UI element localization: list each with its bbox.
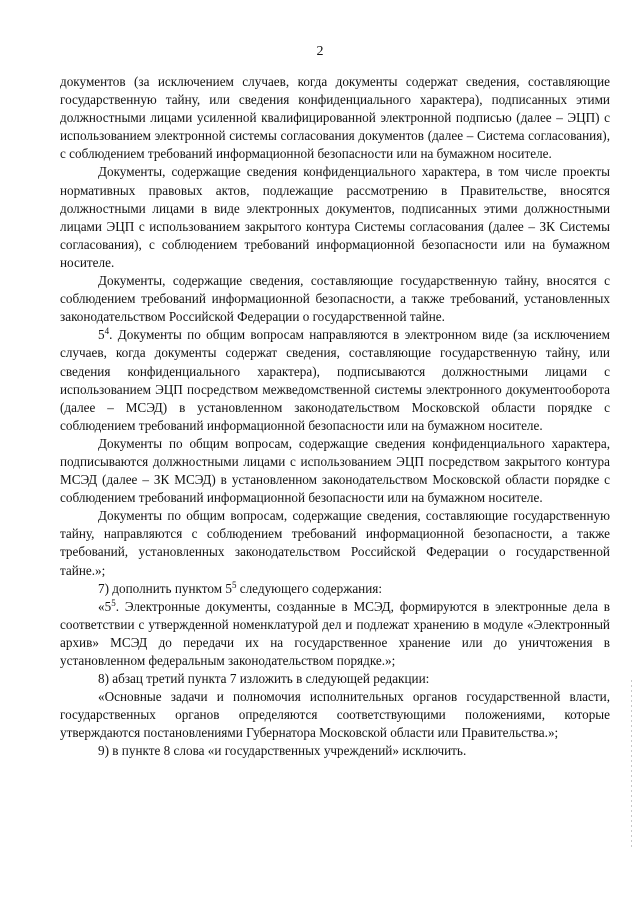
amendment-text: 7) дополнить пунктом 5 <box>98 580 232 596</box>
paragraph-amendment-7 <box>60 580 610 598</box>
point-superscript: 5 <box>111 597 116 608</box>
point-text: . Документы по общим вопросам направляются в электронном виде (за исключением случаев, когда документы содержат сведения, составляющие государственную тайну, или сведения конфиденциального характера), подписываются должностными лицами с использованием ЭЦП посредством межведомственной системы электронного документооборота (далее – МСЭД) в установленном законодательством Московской области порядке с соблюдением требований информационной безопасности или на бумажном носителе. <box>60 327 610 433</box>
paragraph-point-5-4 <box>60 326 610 435</box>
point-text: . Электронные документы, созданные в МСЭД, формируются в электронные дела в соответствии с утвержденной номенклатурой дел и подлежат хранению в модуле «Электронный архив» МСЭД до передачи их на государственное хранение или до уничтожения в установленном федеральным законодательством порядке.»; <box>60 598 610 668</box>
point-number: 5 <box>98 327 105 343</box>
amendment-superscript: 5 <box>231 579 237 590</box>
paragraph-continuation: документов (за исключением случаев, когда документы содержат сведения, составляющие государственную тайну, или сведения конфиденциального характера), подписанных этими должностными лицами усиленной квалифицированной электронной подписью (далее – ЭЦП) с использованием электронной системы согласования документов (далее – Система согласования), с соблюдением требований информационной безопасности или на бумажном носителе. <box>60 74 610 162</box>
point-superscript: 4 <box>104 326 110 337</box>
amendment-text-end: следующего содержания: <box>236 580 383 596</box>
paragraph-point-5-5 <box>60 598 610 670</box>
document-body <box>60 73 610 761</box>
paragraph-amendment-8: 8) абзац третий пункта 7 изложить в следующей редакции: <box>98 671 430 687</box>
paragraph-new-wording: «Основные задачи и полномочия исполнительных органов государственной власти, государственных органов определяются соответствующими положениями, которые утверждаются постановлениями Губернатора Московской области или Правительства.»; <box>60 689 610 741</box>
paragraph-general-state-secret: Документы по общим вопросам, содержащие сведения, составляющие государственную тайну, направляются с соблюдением требований информационной безопасности, а также требований, установленных законодательством Российской Федерации о государственной тайне.»; <box>60 508 610 578</box>
paragraph-amendment-9: 9) в пункте 8 слова «и государственных учреждений» исключить. <box>98 743 467 759</box>
paragraph-general-confidential: Документы по общим вопросам, содержащие сведения конфиденциального характера, подписываются должностными лицами с использованием ЭЦП посредством закрытого контура МСЭД (далее – ЗК МСЭД) в установленном законодательством Московской области порядке с соблюдением требований информационной безопасности или на бумажном носителе. <box>60 435 610 506</box>
paragraph-state-secret-documents: Документы, содержащие сведения, составляющие государственную тайну, вносятся с соблюдением требований информационной безопасности, а также требований, установленных законодательством Российской Федерации о государственной тайне. <box>60 273 610 325</box>
scan-edge-mark <box>631 680 632 850</box>
paragraph-confidential-documents: Документы, содержащие сведения конфиденциального характера, в том числе проекты нормативных правовых актов, подлежащие рассмотрению в Правительстве, вносятся должностными лицами в виде электронных документов, подписанных этими должностными лицами ЭЦП с использованием закрытого контура Системы согласования (далее – ЗК Системы согласования), с соблюдением требований информационной безопасности или на бумажном носителе. <box>60 164 610 270</box>
point-number: «5 <box>98 598 112 614</box>
page-number: 2 <box>316 44 324 59</box>
